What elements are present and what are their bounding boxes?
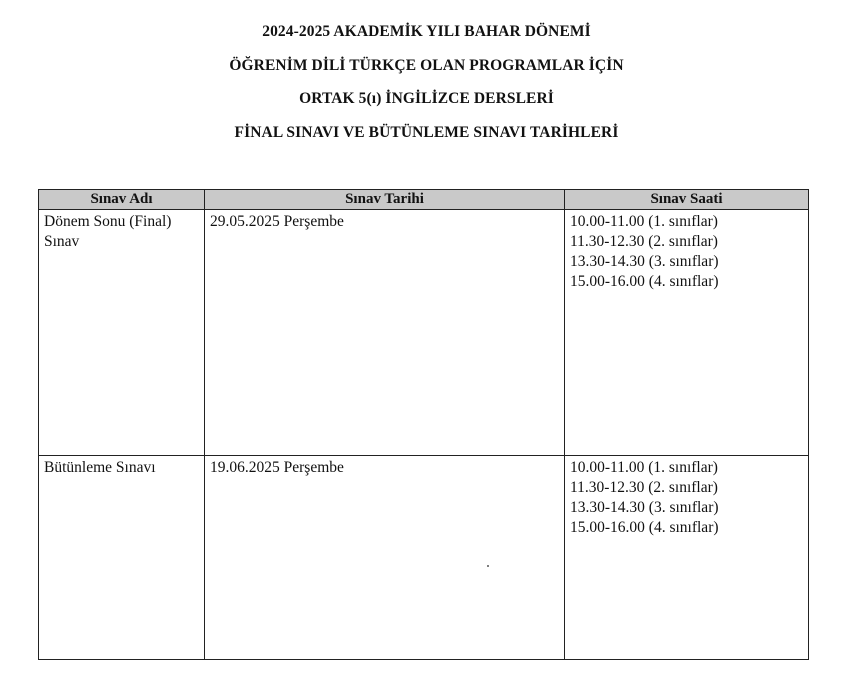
header-academic-year: 2024-2025 AKADEMİK YILI BAHAR DÖNEMİ — [262, 23, 591, 40]
exam-times-cell — [565, 210, 809, 456]
time-slot-4th-year: 15.00-16.00 (4. sınıflar) — [570, 273, 719, 290]
exam-date-cell: 19.06.2025 Perşembe — [205, 456, 565, 660]
table-header-row — [39, 190, 809, 210]
exam-name-cell: Dönem Sonu (Final) Sınav — [39, 210, 205, 456]
header-program-scope: ÖĞRENİM DİLİ TÜRKÇE OLAN PROGRAMLAR İÇİN — [229, 56, 624, 74]
exam-times-cell — [565, 456, 809, 660]
header-course-name: ORTAK 5(ı) İNGİLİZCE DERSLERİ — [299, 90, 554, 107]
table-row-makeup-exam — [39, 456, 809, 660]
time-slot-3rd-year: 13.30-14.30 (3. sınıflar) — [570, 253, 719, 270]
header-exam-dates-title: FİNAL SINAVI VE BÜTÜNLEME SINAVI TARİHLERİ — [234, 123, 619, 141]
column-header-exam-name: Sınav Adı — [39, 190, 205, 210]
time-slot-1st-year: 10.00-11.00 (1. sınıflar) — [570, 213, 718, 230]
time-slot-2nd-year: 11.30-12.30 (2. sınıflar) — [570, 233, 718, 250]
column-header-exam-date: Sınav Tarihi — [205, 190, 565, 210]
column-header-exam-time: Sınav Saati — [565, 190, 809, 210]
time-slot-2nd-year: 11.30-12.30 (2. sınıflar) — [570, 479, 718, 496]
scan-speck — [487, 565, 489, 567]
table-row-final-exam — [39, 210, 809, 456]
time-slot-4th-year: 15.00-16.00 (4. sınıflar) — [570, 519, 719, 536]
time-slot-1st-year: 10.00-11.00 (1. sınıflar) — [570, 459, 718, 476]
time-slot-3rd-year: 13.30-14.30 (3. sınıflar) — [570, 499, 719, 516]
exam-schedule-table — [38, 189, 809, 660]
document-header — [0, 22, 853, 156]
exam-name-cell: Bütünleme Sınavı — [39, 456, 205, 660]
exam-date-cell: 29.05.2025 Perşembe — [205, 210, 565, 456]
